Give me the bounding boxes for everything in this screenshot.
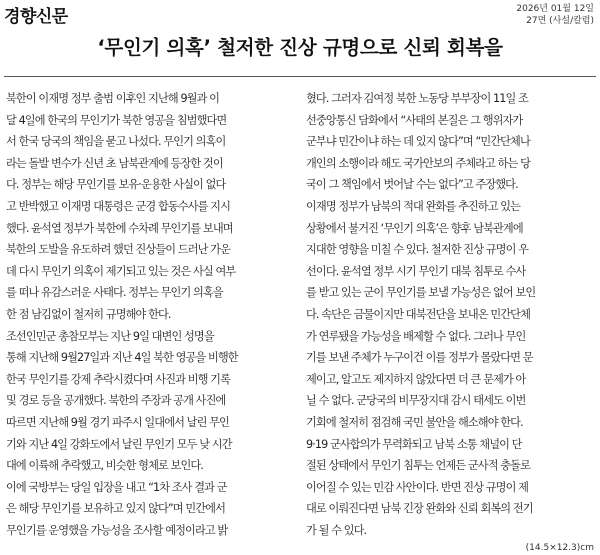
article-text-line: 다. 속단은 금물이지만 대북전단을 보내온 민간단체 xyxy=(306,307,530,321)
article-text-line: 다. 정부는 해당 무인기를 보유·운용한 사실이 없다 xyxy=(6,178,226,192)
article-text-line: 이재명 정부가 남북의 적대 완화를 추진하고 있는 xyxy=(306,199,521,213)
article-text-line: 은 해당 무인기를 보유하고 있지 않다”며 민간에서 xyxy=(6,502,225,516)
article-text-line: 선이다. 윤석열 정부 시기 무인기 대북 침투로 수사 xyxy=(306,264,526,278)
article-text-line: 선중앙통신 담화에서 “사태의 본질은 그 행위자가 xyxy=(306,113,523,127)
article-text-line: 북한이 이재명 정부 출범 이후인 지난해 9월과 이 xyxy=(6,92,220,105)
article-text-line: 대로 이뤄진다면 남북 긴장 완화와 신뢰 회복의 전기 xyxy=(306,502,533,516)
article-text-line: 닐 수 없다. 군당국의 비무장지대 감시 태세도 이번 xyxy=(306,394,526,408)
article-text-line: 지대한 영향을 미칠 수 있다. 철저한 진상 규명이 우 xyxy=(306,243,529,257)
article-text-line: 를 떠나 유감스러운 사태다. 정부는 무인기 의혹을 xyxy=(6,286,223,300)
article-text-line: 기를 보낸 주체가 누구이건 이를 정부가 몰랐다면 문 xyxy=(306,351,533,365)
article-text-line: 조선인민군 총참모부는 지난 9일 대변인 성명을 xyxy=(6,329,214,343)
article-text-line: 및 경로 등을 공개했다. 북한의 주장과 공개 사진에 xyxy=(6,394,226,408)
article-text-line: 개인의 소행이라 해도 국가안보의 주체라고 하는 당 xyxy=(306,156,530,170)
article-text-line: 라는 돌발 변수가 신년 초 남북관계에 등장한 것이 xyxy=(6,156,223,170)
issue-date: 2026년 01월 12일 xyxy=(516,4,594,14)
article-text-line: 이어질 수 있는 민감 사안이다. 반면 진상 규명이 제 xyxy=(306,480,529,494)
article-text-line: 혔다. 그러자 김여정 북한 노동당 부부장이 11일 조 xyxy=(306,92,528,105)
article-headline: ‘무인기 의혹’ 철저한 진상 규명으로 신뢰 회복을 xyxy=(97,36,503,59)
article-text-line: 가 될 수 있다. xyxy=(306,523,367,537)
article-text-line: 를 받고 있는 군이 무인기를 보낼 가능성은 없어 보인 xyxy=(306,286,536,300)
article-text-line: 달 4일에 한국의 무인기가 북한 영공을 침범했다면 xyxy=(6,113,227,127)
article-text-line: 국이 그 책임에서 벗어날 수는 없다”고 주장했다. xyxy=(306,178,518,192)
article-text-line: 데 다시 무인기 의혹이 제기되고 있는 것은 사실 여부 xyxy=(6,264,236,278)
article-size-note: (14.5×12.3)cm xyxy=(525,543,594,553)
article-column-right xyxy=(306,88,590,541)
article-text-line: 기와 지난 4일 강화도에서 날린 무인기 모두 낮 시간 xyxy=(6,437,232,451)
article-text-line: 고 반박했고 이재명 대통령은 군경 합동수사를 지시 xyxy=(6,199,230,213)
article-text-line: 절된 상태에서 무인기 침투는 언제든 군사적 충돌로 xyxy=(306,459,530,473)
article-text-line: 따르면 지난해 9월 경기 파주시 일대에서 날린 무인 xyxy=(6,415,229,429)
article-text-line: 대에 이륙해 추락했고, 비슷한 형체로 보인다. xyxy=(6,459,203,473)
article-text-line: 한국 무인기를 강제 추락시켰다며 사진과 비행 기록 xyxy=(6,372,230,386)
header-divider xyxy=(4,76,596,77)
article-text-line: 무인기를 운영했을 가능성을 조사할 예정이라고 밝 xyxy=(6,523,228,537)
article-text-line: 이에 국방부는 당일 입장을 내고 “1차 조사 결과 군 xyxy=(6,480,227,494)
article-text-line: 제이고, 알고도 제지하지 않았다면 더 큰 문제가 아 xyxy=(306,372,526,386)
article-text-line: 서 한국 당국의 책임을 묻고 나섰다. 무인기 의혹이 xyxy=(6,135,226,149)
article-text-line: 통해 지난해 9월27일과 지난 4일 북한 영공을 비행한 xyxy=(6,351,238,365)
page-section: 27면 (사설/칼럼) xyxy=(526,16,594,26)
article-text-line: 가 연루됐을 가능성을 배제할 수 없다. 그러나 무인 xyxy=(306,329,526,343)
issue-meta xyxy=(516,3,594,27)
article-text-line: 9·19 군사합의가 무력화되고 남북 소통 채널이 단 xyxy=(306,437,522,451)
article-column-left xyxy=(6,88,290,541)
article-text-line: 기회에 철저히 점검해 국민 불안을 해소해야 한다. xyxy=(306,415,523,429)
masthead-logo: 경향신문 xyxy=(4,7,68,27)
article-text-line: 군부냐 민간이냐 하는 데 있지 않다”며 “민간단체나 xyxy=(306,135,530,149)
article-text-line: 했다. 윤석열 정부가 북한에 수차례 무인기를 보내며 xyxy=(6,221,233,235)
article-text-line: 한 점 남김없이 철저히 규명해야 한다. xyxy=(6,307,171,321)
article-text-line: 북한의 도발을 유도하려 했던 진상들이 드러난 가운 xyxy=(6,243,230,257)
article-text-line: 상황에서 불거진 ‘무인기 의혹’은 향후 남북관계에 xyxy=(306,221,523,235)
